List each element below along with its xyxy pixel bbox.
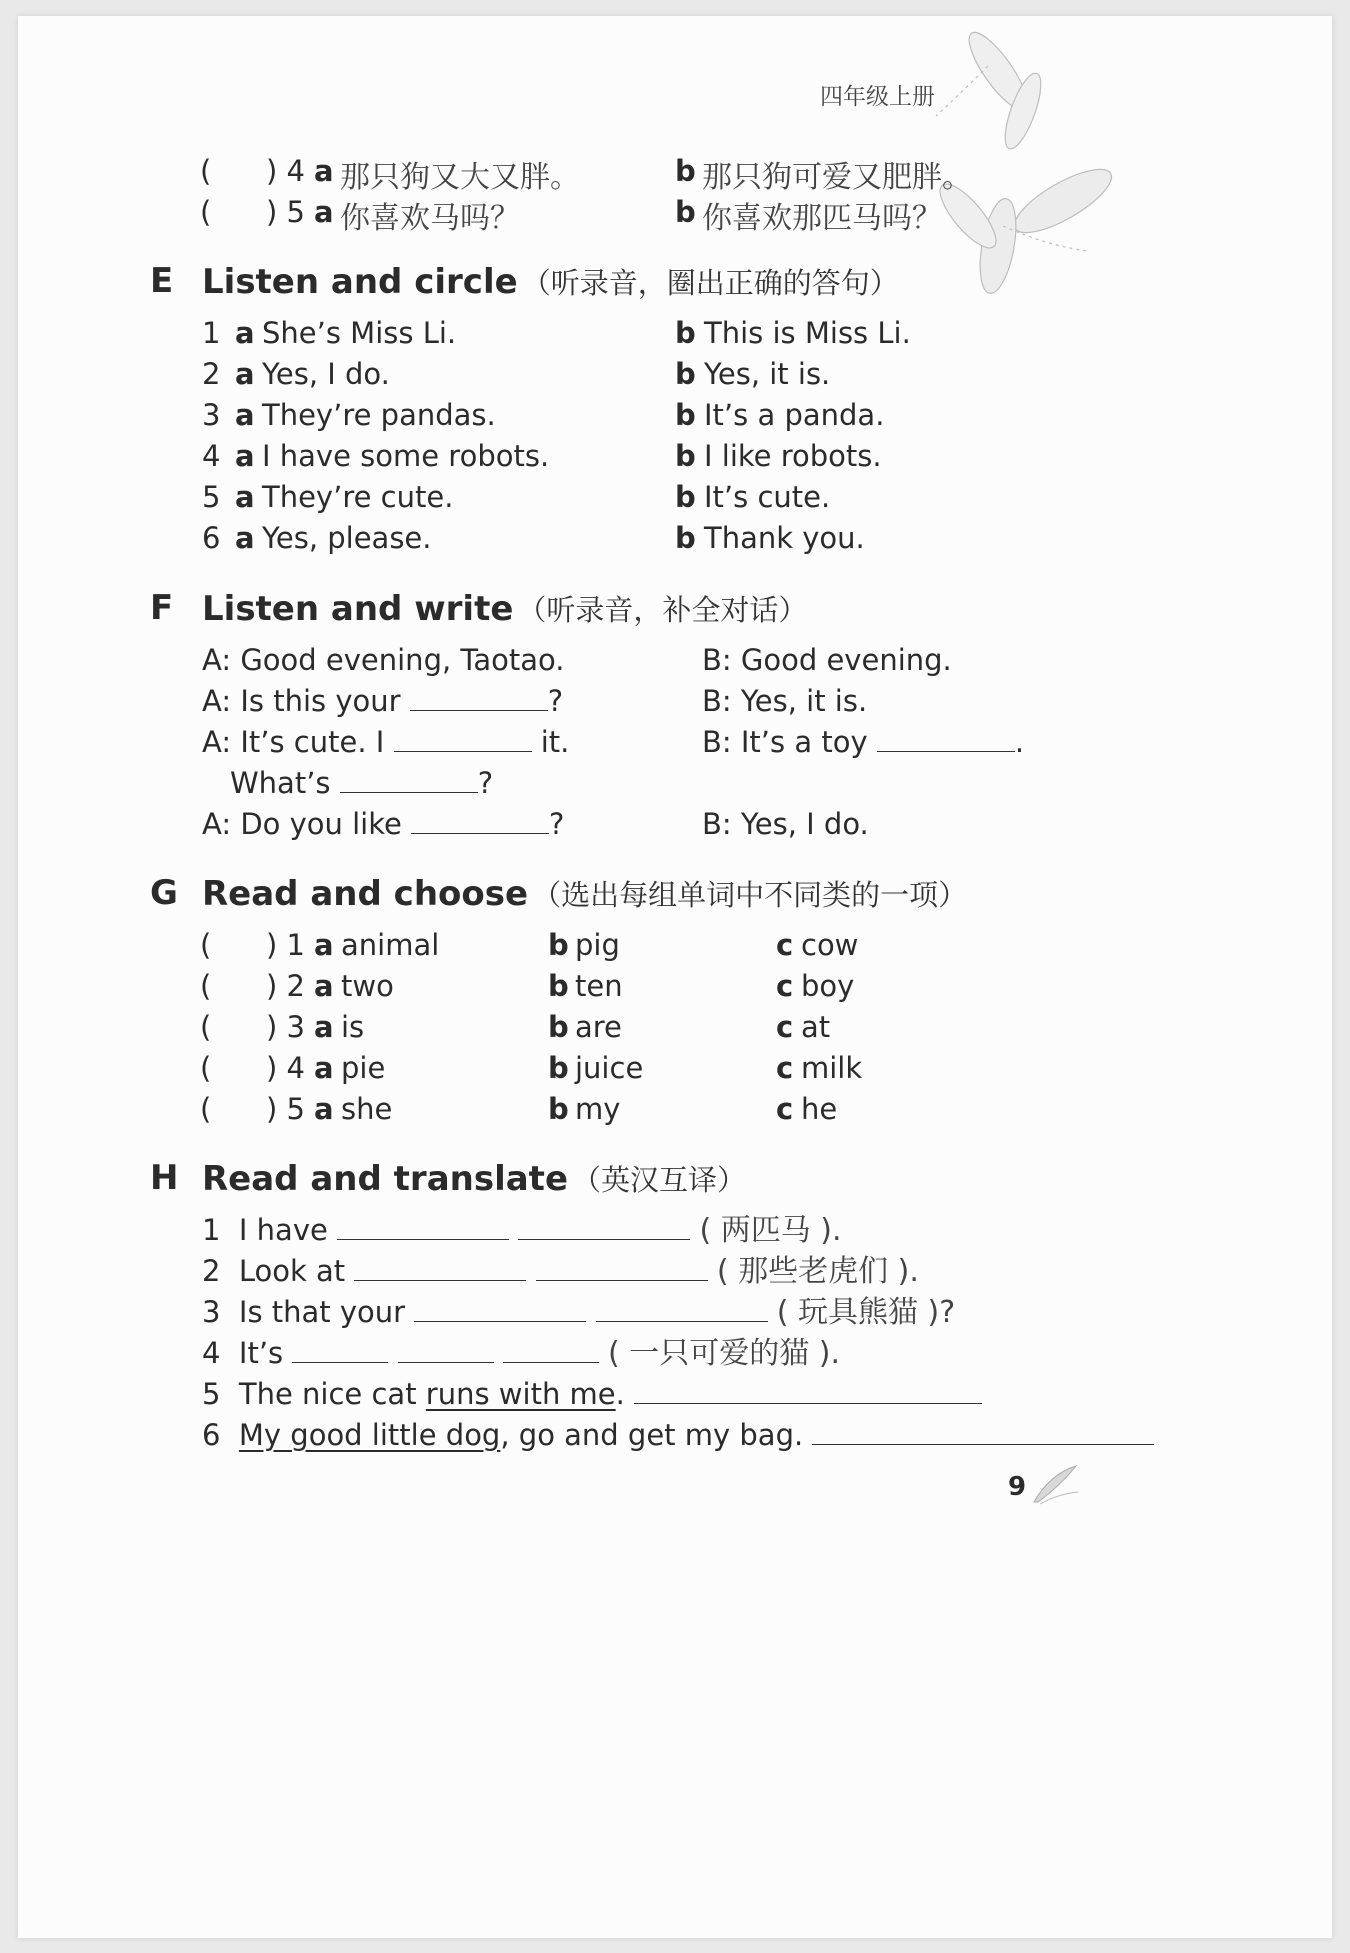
g-item-num: ) 1 xyxy=(266,928,305,962)
e-option-a: Yes, please. xyxy=(262,521,432,555)
h-text: , go and get my bag. xyxy=(500,1418,804,1452)
g-option-c: at xyxy=(801,1010,831,1044)
top-item-5-num xyxy=(266,195,305,229)
workbook-page xyxy=(18,16,1332,1938)
h-item-2 xyxy=(202,1254,919,1289)
e-option-b: Yes, it is. xyxy=(704,357,831,391)
h-item-1 xyxy=(202,1213,842,1248)
h-text: It’s xyxy=(238,1336,284,1370)
h-underlined-text: runs with me xyxy=(425,1377,616,1411)
h-item-4 xyxy=(202,1336,840,1371)
paren-open: ( xyxy=(200,195,212,229)
g-option-a: two xyxy=(341,969,394,1003)
answer-blank[interactable] xyxy=(354,1254,526,1281)
e-option-b: This is Miss Li. xyxy=(704,316,911,350)
g-b-label: b xyxy=(548,1092,569,1126)
e-a-label: a xyxy=(235,316,255,350)
g-option-c: boy xyxy=(801,969,855,1003)
g-option-a: she xyxy=(341,1092,393,1126)
f-line-1b: B: Good evening. xyxy=(702,643,952,677)
paren-open: ( xyxy=(200,154,212,188)
f-line-5b: B: Yes, I do. xyxy=(702,807,869,841)
h-text: . xyxy=(615,1377,625,1411)
e-item-num: 6 xyxy=(202,521,221,555)
h-hint: ( 那些老虎们 ). xyxy=(716,1254,919,1289)
section-e-subtitle: （听录音，圈出正确的答句） xyxy=(521,266,899,300)
option-a-label: a xyxy=(314,154,334,188)
f-text: A: Do you like xyxy=(202,807,402,841)
section-g-letter: G xyxy=(150,873,178,913)
e-option-b: Thank you. xyxy=(704,521,865,555)
paren-close: ) xyxy=(266,195,278,229)
section-h-heading xyxy=(202,1158,746,1199)
item-number: 4 xyxy=(286,154,305,188)
paren-close: ) xyxy=(266,154,278,188)
g-b-label: b xyxy=(548,1051,569,1085)
e-a-label: a xyxy=(235,357,255,391)
f-text: it. xyxy=(540,725,570,759)
g-paren-open: ( xyxy=(200,928,212,962)
g-paren-open: ( xyxy=(200,1092,212,1126)
answer-blank[interactable] xyxy=(536,1254,708,1281)
f-text: ? xyxy=(547,684,564,718)
e-a-label: a xyxy=(235,480,255,514)
g-option-b: pig xyxy=(575,928,620,962)
e-b-label: b xyxy=(675,316,696,350)
answer-blank[interactable] xyxy=(518,1213,690,1240)
h-text: Look at xyxy=(238,1254,346,1288)
g-option-a: is xyxy=(341,1010,365,1044)
e-b-label: b xyxy=(675,357,696,391)
h-num: 6 xyxy=(202,1418,221,1452)
g-b-label: b xyxy=(548,1010,569,1044)
grade-label: 四年级上册 xyxy=(820,84,935,110)
answer-blank[interactable] xyxy=(877,725,1015,752)
h-num: 1 xyxy=(202,1213,221,1247)
e-a-label: a xyxy=(235,398,255,432)
f-line-2a xyxy=(202,684,563,718)
f-text: A: It’s cute. I xyxy=(202,725,385,759)
option-b-text: 那只狗可爱又肥胖。 xyxy=(702,160,972,195)
g-a-label: a xyxy=(314,1010,334,1044)
h-item-5 xyxy=(202,1377,982,1411)
g-a-label: a xyxy=(314,928,334,962)
g-item-num: ) 5 xyxy=(266,1092,305,1126)
g-b-label: b xyxy=(548,928,569,962)
answer-blank[interactable] xyxy=(812,1418,1154,1445)
section-f-heading xyxy=(202,588,807,629)
e-item-num: 1 xyxy=(202,316,221,350)
answer-blank[interactable] xyxy=(340,766,478,793)
section-f-subtitle: （听录音，补全对话） xyxy=(517,593,808,627)
g-paren-open: ( xyxy=(200,1010,212,1044)
option-b-label: b xyxy=(675,154,696,188)
h-text: The nice cat xyxy=(238,1377,426,1411)
option-a-text: 你喜欢马吗？ xyxy=(340,201,520,236)
g-a-label: a xyxy=(314,1092,334,1126)
g-option-b: my xyxy=(575,1092,621,1126)
g-c-label: c xyxy=(776,969,794,1003)
section-g-heading xyxy=(202,873,967,914)
answer-blank[interactable] xyxy=(398,1336,494,1363)
g-option-b: ten xyxy=(575,969,623,1003)
answer-blank[interactable] xyxy=(292,1336,388,1363)
top-item-4-num xyxy=(266,154,305,188)
g-paren-open: ( xyxy=(200,969,212,1003)
f-line-2b: B: Yes, it is. xyxy=(702,684,868,718)
h-item-3 xyxy=(202,1295,955,1330)
e-item-num: 4 xyxy=(202,439,221,473)
h-text: Is that your xyxy=(238,1295,406,1329)
option-a-text: 那只狗又大又胖。 xyxy=(340,160,580,195)
section-h-letter: H xyxy=(150,1158,179,1198)
option-b-label: b xyxy=(675,195,696,229)
answer-blank[interactable] xyxy=(337,1213,509,1240)
g-c-label: c xyxy=(776,1051,794,1085)
h-hint: ( 一只可爱的猫 ). xyxy=(608,1336,841,1371)
h-num: 5 xyxy=(202,1377,221,1411)
answer-blank[interactable] xyxy=(503,1336,599,1363)
section-h-subtitle: （英汉互译） xyxy=(572,1163,747,1197)
answer-blank[interactable] xyxy=(410,684,548,711)
f-text: ? xyxy=(549,807,565,841)
g-option-b: juice xyxy=(575,1051,644,1085)
section-e-letter: E xyxy=(150,261,174,301)
item-number: 5 xyxy=(286,195,305,229)
page-number: 9 xyxy=(1008,1472,1027,1502)
section-g-subtitle: （选出每组单词中不同类的一项） xyxy=(532,878,968,912)
h-hint: ( 两匹马 ). xyxy=(699,1213,842,1248)
h-hint: ( 玩具熊猫 )? xyxy=(776,1295,956,1330)
answer-blank[interactable] xyxy=(414,1295,586,1322)
top-item-4 xyxy=(200,154,211,188)
f-line-4a xyxy=(230,766,493,800)
e-option-a: Yes, I do. xyxy=(262,357,390,391)
section-f-letter: F xyxy=(150,588,174,628)
e-option-a: They’re pandas. xyxy=(262,398,496,432)
g-option-a: pie xyxy=(341,1051,386,1085)
e-a-label: a xyxy=(235,439,255,473)
answer-blank[interactable] xyxy=(634,1377,982,1404)
e-b-label: b xyxy=(675,480,696,514)
e-option-a: She’s Miss Li. xyxy=(262,316,457,350)
g-a-label: a xyxy=(314,969,334,1003)
e-option-a: I have some robots. xyxy=(262,439,550,473)
g-c-label: c xyxy=(776,928,794,962)
section-g-title: Read and choose xyxy=(202,874,529,914)
g-a-label: a xyxy=(314,1051,334,1085)
h-text: I have xyxy=(238,1213,328,1247)
top-item-5 xyxy=(200,195,211,229)
e-option-b: It’s a panda. xyxy=(704,398,885,432)
answer-blank[interactable] xyxy=(596,1295,768,1322)
e-item-num: 3 xyxy=(202,398,221,432)
g-option-b: are xyxy=(575,1010,622,1044)
f-text: B: It’s a toy xyxy=(702,725,868,759)
f-text: What’s xyxy=(230,766,331,800)
f-line-3b xyxy=(702,725,1024,759)
f-line-3a xyxy=(202,725,569,759)
section-e-title: Listen and circle xyxy=(202,262,518,302)
g-paren-open: ( xyxy=(200,1051,212,1085)
h-num: 2 xyxy=(202,1254,221,1288)
h-num: 4 xyxy=(202,1336,221,1370)
option-b-text: 你喜欢那匹马吗？ xyxy=(702,201,942,236)
e-b-label: b xyxy=(675,439,696,473)
f-text: A: Is this your xyxy=(202,684,401,718)
h-num: 3 xyxy=(202,1295,221,1329)
g-c-label: c xyxy=(776,1092,794,1126)
f-text: ? xyxy=(477,766,494,800)
f-line-1a: A: Good evening, Taotao. xyxy=(202,643,565,677)
g-option-c: milk xyxy=(801,1051,863,1085)
section-h-title: Read and translate xyxy=(202,1159,568,1199)
g-option-c: he xyxy=(801,1092,838,1126)
e-item-num: 5 xyxy=(202,480,221,514)
e-option-b: I like robots. xyxy=(704,439,882,473)
leaf-icon xyxy=(1030,1464,1080,1506)
g-option-c: cow xyxy=(801,928,859,962)
g-item-num: ) 3 xyxy=(266,1010,305,1044)
e-item-num: 2 xyxy=(202,357,221,391)
e-a-label: a xyxy=(235,521,255,555)
h-item-6 xyxy=(202,1418,1154,1452)
g-item-num: ) 4 xyxy=(266,1051,305,1085)
answer-blank[interactable] xyxy=(394,725,532,752)
e-option-a: They’re cute. xyxy=(262,480,454,514)
g-b-label: b xyxy=(548,969,569,1003)
g-item-num: ) 2 xyxy=(266,969,305,1003)
section-e-heading xyxy=(202,261,899,302)
e-b-label: b xyxy=(675,521,696,555)
answer-blank[interactable] xyxy=(411,807,549,834)
g-c-label: c xyxy=(776,1010,794,1044)
e-b-label: b xyxy=(675,398,696,432)
section-f-title: Listen and write xyxy=(202,589,514,629)
h-underlined-text: My good little dog xyxy=(238,1418,501,1452)
f-text: . xyxy=(1014,725,1025,759)
option-a-label: a xyxy=(314,195,334,229)
e-option-b: It’s cute. xyxy=(704,480,831,514)
f-line-5a xyxy=(202,807,564,841)
g-option-a: animal xyxy=(341,928,440,962)
